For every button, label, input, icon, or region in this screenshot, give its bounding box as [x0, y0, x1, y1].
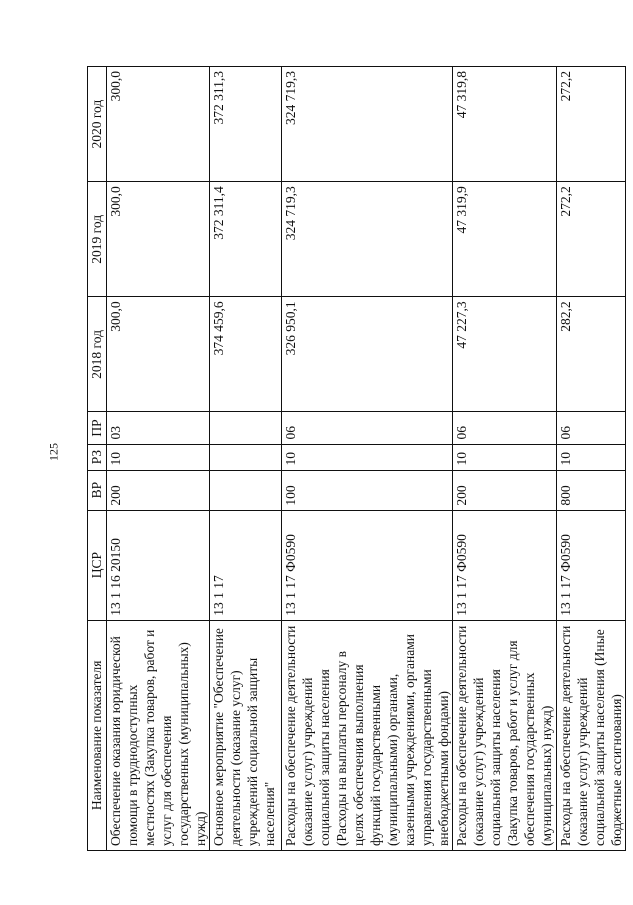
cell-vr: 200 — [107, 470, 210, 510]
cell-name: Расходы на обеспечение деятельности (оказание услуг) учреждений социальной защиты населения (Иные бюджетные ассигнования) — [557, 620, 626, 850]
header-vr: ВР — [88, 470, 107, 510]
cell-pr: 03 — [107, 412, 210, 444]
cell-2019: 324 719,3 — [282, 182, 453, 297]
cell-2019: 300,0 — [107, 182, 210, 297]
cell-2020: 272,2 — [557, 67, 626, 182]
cell-vr: 100 — [282, 470, 453, 510]
cell-name: Основное мероприятие "Обеспечение деятельности (оказание услуг) учреждений социальной защиты населения" — [210, 620, 282, 850]
cell-pr: 06 — [282, 412, 453, 444]
cell-2020: 372 311,3 — [210, 67, 282, 182]
rotated-table-container — [87, 66, 624, 851]
cell-rz: 10 — [107, 444, 210, 470]
table-row — [453, 67, 557, 851]
cell-pr: 06 — [453, 412, 557, 444]
cell-rz — [210, 444, 282, 470]
cell-2020: 47 319,8 — [453, 67, 557, 182]
cell-2020: 300,0 — [107, 67, 210, 182]
cell-name: Обеспечение оказания юридической помощи в труднодоступных местностях (Закупка товаров, работ и услуг для обеспечения государственных (муниципальных) нужд) — [107, 620, 210, 850]
cell-2018: 300,0 — [107, 297, 210, 412]
cell-rz: 10 — [557, 444, 626, 470]
header-csr: ЦСР — [88, 510, 107, 620]
cell-vr — [210, 470, 282, 510]
cell-name: Расходы на обеспечение деятельности (оказание услуг) учреждений социальной защиты населения (Закупка товаров, работ и услуг для обеспечения государственных (муниципальных) нужд) — [453, 620, 557, 850]
cell-name: Расходы на обеспечение деятельности (оказание услуг) учреждений социальной защиты населения (Расходы на выплаты персоналу в целях обеспечения выполнения функций государственными (муниципальными) органами, казенными учреждениями, органами управления государственными внебюджетными фондами) — [282, 620, 453, 850]
cell-2019: 47 319,9 — [453, 182, 557, 297]
cell-vr: 800 — [557, 470, 626, 510]
header-rz: РЗ — [88, 444, 107, 470]
table-row — [557, 67, 626, 851]
budget-table — [87, 66, 626, 851]
cell-csr: 13 1 17 Ф0590 — [282, 510, 453, 620]
cell-2020: 324 719,3 — [282, 67, 453, 182]
cell-2018: 374 459,6 — [210, 297, 282, 412]
cell-csr: 13 1 16 20150 — [107, 510, 210, 620]
cell-2019: 272,2 — [557, 182, 626, 297]
cell-rz: 10 — [453, 444, 557, 470]
cell-2018: 282,2 — [557, 297, 626, 412]
header-2019: 2019 год — [88, 182, 107, 297]
table-row — [107, 67, 210, 851]
cell-2018: 47 227,3 — [453, 297, 557, 412]
cell-pr: 06 — [557, 412, 626, 444]
cell-pr — [210, 412, 282, 444]
header-2020: 2020 год — [88, 67, 107, 182]
cell-2018: 326 950,1 — [282, 297, 453, 412]
header-2018: 2018 год — [88, 297, 107, 412]
cell-csr: 13 1 17 Ф0590 — [453, 510, 557, 620]
table-row — [282, 67, 453, 851]
table-row — [210, 67, 282, 851]
header-pr: ПР — [88, 412, 107, 444]
cell-2019: 372 311,4 — [210, 182, 282, 297]
cell-csr: 13 1 17 — [210, 510, 282, 620]
cell-vr: 200 — [453, 470, 557, 510]
page-number: 125 — [46, 443, 61, 461]
cell-rz: 10 — [282, 444, 453, 470]
cell-csr: 13 1 17 Ф0590 — [557, 510, 626, 620]
table-header-row — [88, 67, 107, 851]
header-name: Наименование показателя — [88, 620, 107, 850]
